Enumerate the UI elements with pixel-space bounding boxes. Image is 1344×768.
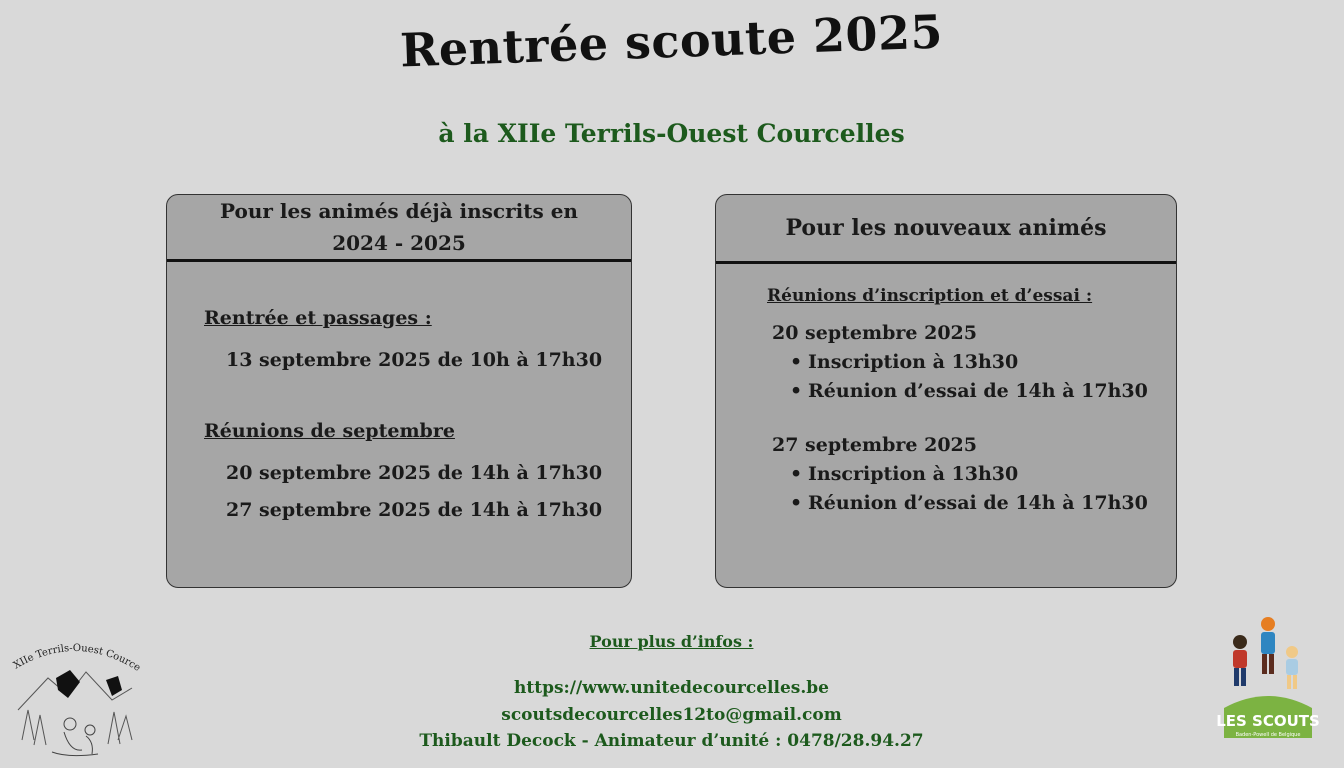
new-date-1: 20 septembre 2025	[772, 322, 977, 344]
new-date-2: 27 septembre 2025	[772, 434, 977, 456]
unit-logo-text: XIIe Terrils-Ouest Cource	[11, 642, 142, 674]
les-scouts-logo	[1216, 612, 1320, 740]
page-subtitle: à la XIIe Terrils-Ouest Courcelles	[438, 119, 905, 148]
reunion-date-1: 20 septembre 2025 de 14h à 17h30	[226, 462, 603, 484]
website-link[interactable]: https://www.unitedecourcelles.be	[514, 678, 829, 698]
page-title: Rentrée scoute 2025	[399, 4, 944, 78]
les-scouts-logo-text: LES SCOUTS	[1216, 712, 1320, 730]
new-members-header-text: Pour les nouveaux animés	[785, 215, 1107, 241]
unit-logo	[8, 640, 142, 762]
new-date-1-item-1: • Inscription à 13h30	[808, 351, 1018, 373]
new-date-1-item-2: • Réunion d’essai de 14h à 17h30	[808, 380, 1148, 402]
new-date-2-item-2: • Réunion d’essai de 14h à 17h30	[808, 492, 1148, 514]
returning-members-header	[167, 195, 631, 262]
email-link[interactable]: scoutsdecourcelles12to@gmail.com	[501, 705, 842, 725]
new-members-body	[716, 261, 1176, 587]
section-title-reunions: Réunions de septembre	[204, 420, 455, 442]
contact-info: Thibault Decock - Animateur d’unité : 0478/28.94.27	[419, 731, 924, 751]
les-scouts-logo-subtext: Baden-Powell de Belgique	[1235, 732, 1301, 738]
new-members-header	[716, 195, 1176, 264]
svg-text:XIIe Terrils-Ouest Courcelles	[8, 640, 142, 674]
section-title-rentree: Rentrée et passages :	[204, 307, 432, 329]
footer-label: Pour plus d’infos :	[589, 632, 754, 651]
returning-members-card	[166, 194, 632, 588]
returning-members-header-text: Pour les animés déjà inscrits en 2024 - 2025	[220, 199, 578, 255]
returning-members-body	[167, 259, 631, 587]
rentree-date: 13 septembre 2025 de 10h à 17h30	[226, 349, 603, 371]
section-title-inscription: Réunions d’inscription et d’essai :	[767, 286, 1093, 306]
new-members-card	[715, 194, 1177, 588]
reunion-date-2: 27 septembre 2025 de 14h à 17h30	[226, 499, 603, 521]
new-date-2-item-1: • Inscription à 13h30	[808, 463, 1018, 485]
